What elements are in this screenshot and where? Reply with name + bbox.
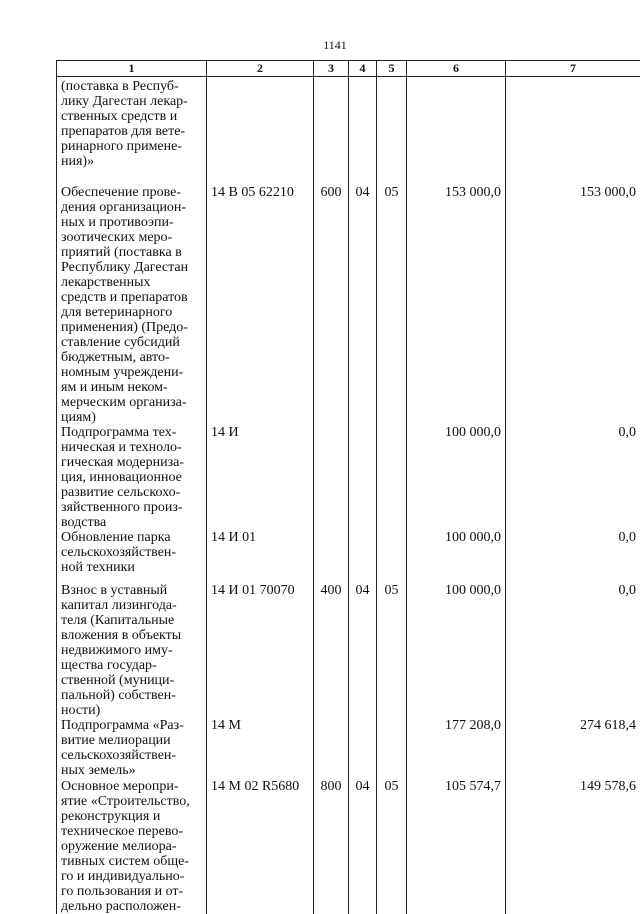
table-row bbox=[57, 583, 640, 718]
row-col7: 274 618,4 bbox=[506, 718, 640, 779]
row-col6: 100 000,0 bbox=[407, 583, 506, 718]
table-row bbox=[57, 718, 640, 779]
row-col6: 153 000,0 bbox=[407, 185, 506, 425]
column-header: 6 bbox=[407, 61, 506, 77]
row-name: Обеспечение прове- дения организацион- ных и противоэпи- зоотических меро- приятий (поставка в Республику Дагестан лекарственных средств и препаратов для ветеринарного применения) (Предо- ставление субсидий бюджетным, авто- номным учреждени- ям и иным неком- мерческим организа- циям) bbox=[57, 185, 207, 425]
row-col5: 05 bbox=[377, 185, 407, 425]
row-name: Взнос в уставный капитал лизингода- теля (Капитальные вложения в объекты недвижимого иму- щества государ- ственной (муници- пальной) собствен- ности) bbox=[57, 583, 207, 718]
row-col3: 600 bbox=[314, 185, 349, 425]
row-col5 bbox=[377, 425, 407, 530]
row-col7: 0,0 bbox=[506, 583, 640, 718]
row-name: Подпрограмма тех- ническая и техноло- гическая модерниза- ция, инновационное развитие сельскохо- зяйственного произ- водства bbox=[57, 425, 207, 530]
column-header: 1 bbox=[57, 61, 207, 77]
page-number: 1141 bbox=[0, 38, 640, 53]
row-col7: 0,0 bbox=[506, 530, 640, 583]
row-col6 bbox=[407, 77, 506, 185]
row-name: Основное меропри- ятие «Строительство, реконструкция и техническое перево- оружение мелиора- тивных систем обще- го и индивидуально- го пользования и от- дельно расположен- bbox=[57, 779, 207, 914]
row-col3: 400 bbox=[314, 583, 349, 718]
row-code: 14 В 05 62210 bbox=[207, 185, 314, 425]
row-col3 bbox=[314, 718, 349, 779]
row-code: 14 И 01 bbox=[207, 530, 314, 583]
row-col6: 100 000,0 bbox=[407, 425, 506, 530]
row-col4 bbox=[349, 530, 377, 583]
column-header: 7 bbox=[506, 61, 640, 77]
row-col5 bbox=[377, 530, 407, 583]
column-header: 4 bbox=[349, 61, 377, 77]
row-code: 14 И 01 70070 bbox=[207, 583, 314, 718]
row-col4: 04 bbox=[349, 185, 377, 425]
budget-table bbox=[56, 60, 640, 914]
row-code bbox=[207, 77, 314, 185]
row-col5 bbox=[377, 77, 407, 185]
table-row bbox=[57, 425, 640, 530]
row-code: 14 И bbox=[207, 425, 314, 530]
row-col6: 100 000,0 bbox=[407, 530, 506, 583]
row-col4 bbox=[349, 425, 377, 530]
table-row bbox=[57, 779, 640, 914]
row-col7: 149 578,6 bbox=[506, 779, 640, 914]
row-col6: 105 574,7 bbox=[407, 779, 506, 914]
table-row bbox=[57, 185, 640, 425]
row-col7: 0,0 bbox=[506, 425, 640, 530]
row-col4: 04 bbox=[349, 583, 377, 718]
row-col4 bbox=[349, 718, 377, 779]
column-header: 3 bbox=[314, 61, 349, 77]
row-name: Подпрограмма «Раз- витие мелиорации сельскохозяйствен- ных земель» bbox=[57, 718, 207, 779]
row-col3 bbox=[314, 530, 349, 583]
row-col3 bbox=[314, 77, 349, 185]
row-code: 14 М bbox=[207, 718, 314, 779]
column-header: 5 bbox=[377, 61, 407, 77]
row-name: (поставка в Респуб- лику Дагестан лекар- ственных средств и препаратов для вете- ринарного примене- ния)» bbox=[57, 77, 207, 185]
row-code: 14 М 02 R5680 bbox=[207, 779, 314, 914]
row-col5: 05 bbox=[377, 779, 407, 914]
row-col7 bbox=[506, 77, 640, 185]
column-header-row bbox=[57, 61, 640, 77]
row-name: Обновление парка сельскохозяйствен- ной техники bbox=[57, 530, 207, 583]
row-col3: 800 bbox=[314, 779, 349, 914]
table-row bbox=[57, 530, 640, 583]
row-col7: 153 000,0 bbox=[506, 185, 640, 425]
table-row bbox=[57, 77, 640, 185]
row-col3 bbox=[314, 425, 349, 530]
column-header: 2 bbox=[207, 61, 314, 77]
row-col6: 177 208,0 bbox=[407, 718, 506, 779]
row-col5 bbox=[377, 718, 407, 779]
row-col4: 04 bbox=[349, 779, 377, 914]
row-col4 bbox=[349, 77, 377, 185]
row-col5: 05 bbox=[377, 583, 407, 718]
